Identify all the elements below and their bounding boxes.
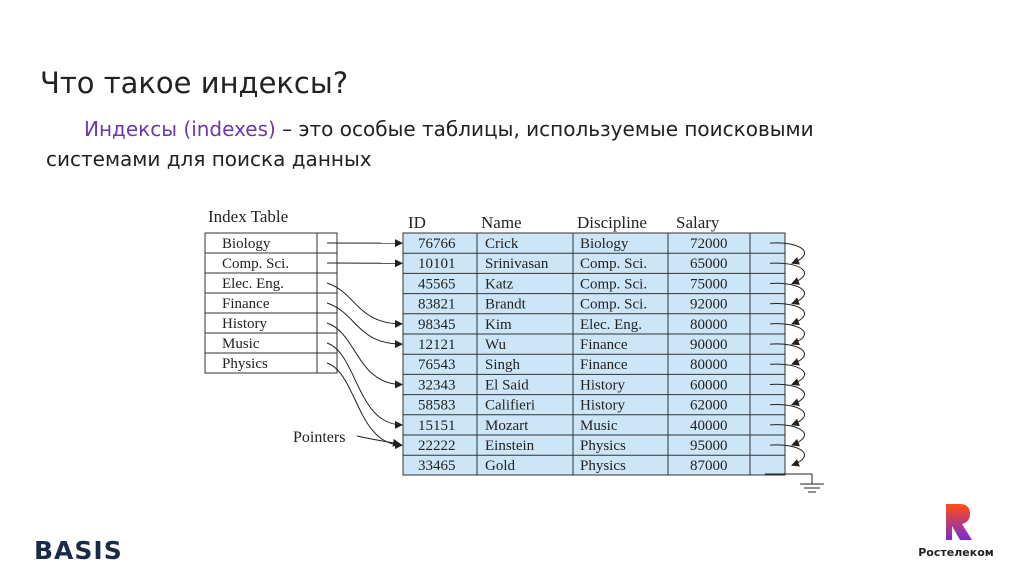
pointers-leader	[357, 436, 400, 444]
table-cell: Comp. Sci.	[580, 296, 648, 313]
table-cell: Wu	[485, 337, 507, 353]
table-cell: Brandt	[485, 296, 526, 313]
rostelecom-logo	[918, 500, 994, 562]
table-cell: Elec. Eng.	[580, 316, 643, 333]
column-header: Salary	[676, 213, 720, 232]
table-cell: 40000	[690, 417, 728, 434]
table-cell: History	[580, 377, 625, 394]
table-cell: 90000	[690, 337, 728, 353]
table-cell: El Said	[485, 377, 529, 394]
table-cell: 12121	[418, 337, 456, 353]
pointer-arrows	[327, 243, 402, 445]
table-cell: 80000	[690, 357, 728, 374]
index-entry: Comp. Sci.	[222, 256, 290, 272]
table-cell: Finance	[580, 357, 628, 374]
table-cell: Crick	[485, 236, 519, 252]
rostelecom-logo-icon	[918, 500, 994, 546]
table-cell: 87000	[690, 458, 728, 475]
slide-title: Что такое индексы?	[40, 66, 349, 100]
index-entry: Physics	[222, 356, 268, 372]
table-cell: 45565	[418, 276, 456, 293]
table-cell: 22222	[418, 438, 456, 454]
column-header: ID	[408, 213, 426, 232]
definition-line-1: – это особые таблицы, используемые поисковыми	[275, 117, 814, 141]
table-cell: 65000	[690, 256, 728, 273]
table-cell: Srinivasan	[485, 256, 549, 273]
table-cell: Gold	[485, 458, 515, 475]
ground-terminator	[765, 474, 824, 492]
table-cell: Kim	[485, 316, 512, 333]
table-cell: Einstein	[485, 438, 535, 454]
definition-line-2: системами для поиска данных	[46, 147, 372, 171]
table-cell: 33465	[418, 458, 456, 475]
table-cell: History	[580, 397, 625, 414]
pointer-arrow	[327, 343, 402, 425]
table-cell: 75000	[690, 276, 728, 293]
index-table	[205, 233, 337, 373]
table-cell: Physics	[580, 458, 626, 475]
table-cell: 98345	[418, 316, 456, 333]
index-entry: Music	[222, 336, 260, 352]
table-cell: 95000	[690, 438, 728, 454]
table-cell: Biology	[580, 236, 629, 252]
basis-logo: BASIS	[34, 536, 123, 565]
column-header: Name	[481, 213, 522, 232]
table-cell: 76543	[418, 357, 456, 374]
pointer-arrow	[327, 283, 402, 324]
column-header: Discipline	[577, 213, 647, 232]
table-cell: Physics	[580, 438, 626, 454]
table-cell: 80000	[690, 316, 728, 333]
table-cell: Califieri	[485, 397, 535, 414]
index-entry: Elec. Eng.	[222, 276, 285, 292]
table-cell: Music	[580, 417, 618, 434]
pointers-label: Pointers	[293, 429, 346, 446]
table-cell: 32343	[418, 377, 456, 394]
table-cell: 72000	[690, 236, 728, 252]
table-cell: 83821	[418, 296, 456, 313]
table-cell: Mozart	[485, 417, 529, 434]
index-entry: Biology	[222, 236, 271, 252]
data-table-headers	[408, 213, 720, 232]
term-indexes: Индексы (indexes)	[84, 117, 276, 141]
table-cell: 58583	[418, 397, 456, 414]
index-entry: History	[222, 316, 267, 332]
table-cell: 10101	[418, 256, 456, 273]
table-cell: Katz	[485, 276, 514, 293]
index-table-caption: Index Table	[208, 207, 289, 226]
table-cell: Comp. Sci.	[580, 276, 648, 293]
table-cell: Comp. Sci.	[580, 256, 648, 273]
table-cell: 92000	[690, 296, 728, 313]
rostelecom-logo-text: Ростелеком	[918, 546, 994, 559]
table-cell: 15151	[418, 417, 456, 434]
table-cell: 76766	[418, 236, 456, 252]
table-cell: 62000	[690, 397, 728, 414]
table-cell: 60000	[690, 377, 728, 394]
table-cell: Singh	[485, 357, 521, 374]
table-cell: Finance	[580, 337, 628, 353]
index-entry: Finance	[222, 296, 270, 312]
